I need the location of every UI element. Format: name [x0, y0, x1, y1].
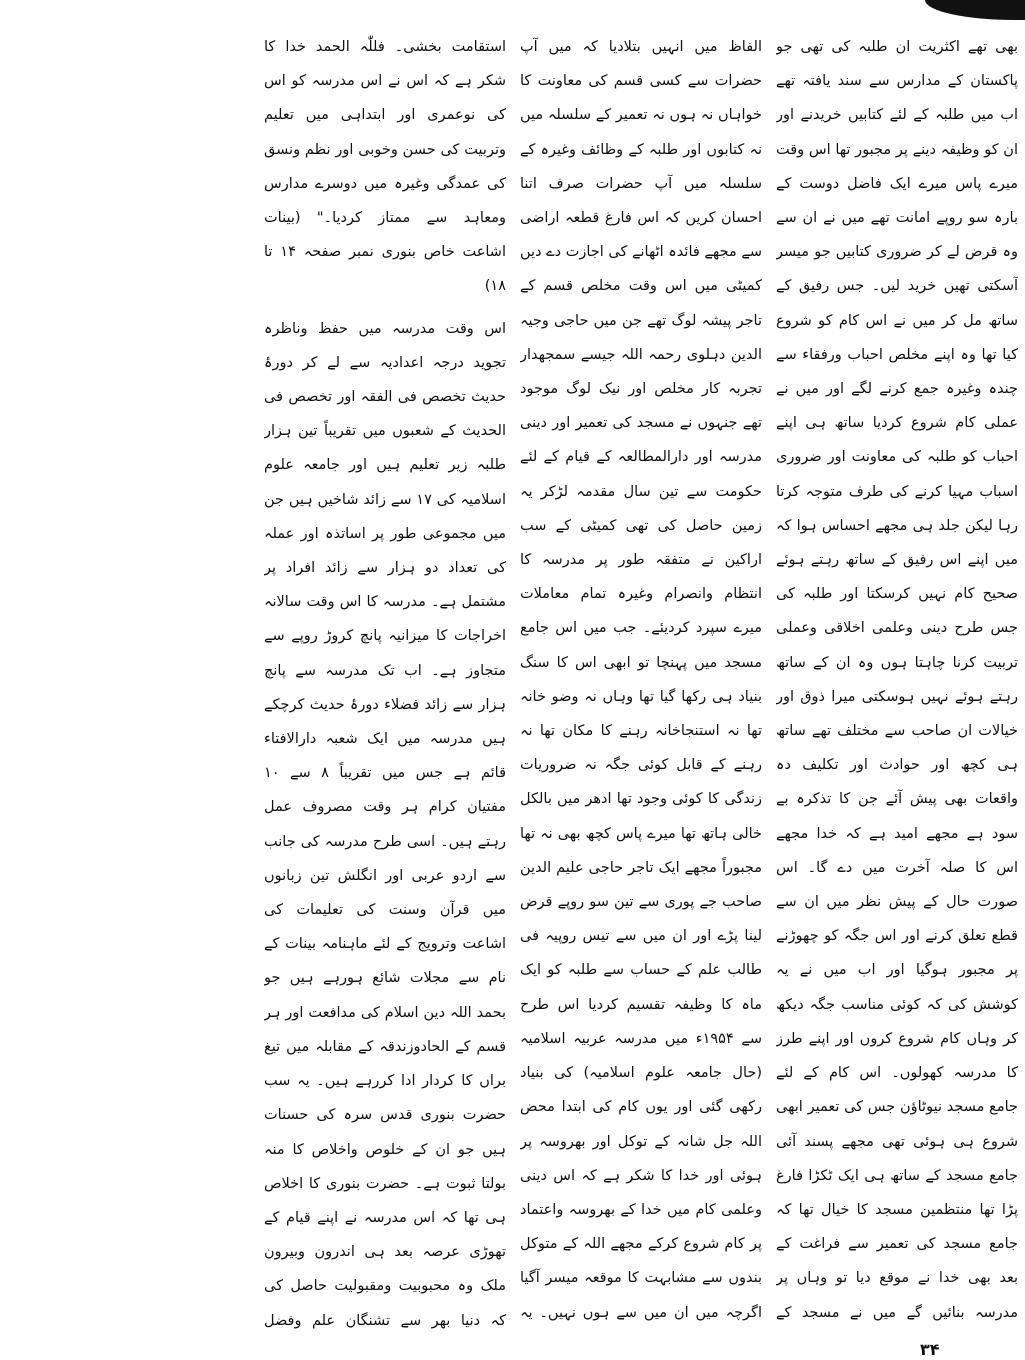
column-middle — [520, 30, 762, 1340]
text-columns — [8, 30, 1018, 1340]
paragraph: الفاظ میں انہیں بتلادیا کہ میں آپ حضرات سے کسی قسم کی معاونت کا خواہاں نہ ہوں نہ تعمیر کے سلسلہ میں نہ کتابوں اور طلبہ کے وظائف وغیرہ کے سلسلہ میں آپ حضرات صرف اتنا احسان کریں کہ اس فارغ قطعہ اراضی سے مجھے فائدہ اٹھانے کی اجازت دے دیں کمیٹی میں اس وقت مخلص قسم کے تاجر پیشہ لوگ تھے جن میں حاجی وجیہ الدین دہلوی رحمہ اللہ جیسے سمجھدار تجربہ کار مخلص اور نیک لوگ موجود تھے جنہوں نے مسجد کی تعمیر اور دینی مدرسہ اور دارالمطالعہ کے قیام کے لئے حکومت سے تین سال مقدمہ لڑکر یہ زمین حاصل کی تھی کمیٹی کے سب اراکین نے متفقہ طور پر مدرسہ کا انتظام وانصرام وغیرہ تمام معاملات میرے سپرد کردیئے۔ جب میں اس جامع مسجد میں پہنچا تو ابھی اس کا سنگ بنیاد ہی رکھا گیا تھا وہاں نہ وضو خانہ تھا نہ استنجاخانہ رہنے کا مکان تھا نہ رہنے کے قابل کوئی جگہ نہ ضروریات زندگی کا کوئی وجود تھا ادھر میں بالکل خالی ہاتھ تھا میرے پاس کچھ بھی نہ تھا مجبوراً مجھے ایک تاجر حاجی علیم الدین صاحب جے پوری سے تین سو روپے قرض لینا پڑے اور ان میں سے تیس روپیہ فی طالب علم کے حساب سے طلبہ کو ایک ماہ کا وظیفہ تقسیم کردیا اس طرح سے ۱۹۵۴ء میں مدرسہ عربیہ اسلامیہ (حال جامعہ علوم اسلامیہ) کی بنیاد رکھی گئی اور یوں کام کی ابتدا محض اللہ جل شانہ کے توکل اور بھروسہ پر ہوئی اور خدا کا شکر ہے کہ اس دینی وعلمی کام میں خدا کے بھروسہ واعتماد پر کام شروع کرکے مجھے اللہ کے متوکل بندوں سے مشابہت کا موقعہ میسر آگیا اگرچہ میں ان میں سے ہوں نہیں۔ یہ — [520, 39, 762, 1321]
column-right — [776, 30, 1018, 1340]
page-number: ۳۴ — [920, 1340, 940, 1359]
paragraph: بھی تھے اکثریت ان طلبہ کی تھی جو پاکستان کے مدارس سے سند یافتہ تھے اب میں طلبہ کے لئے کتابیں خریدنے اور ان کو وظیفہ دینے پر مجبور تھا اس وقت میرے پاس میرے ایک فاضل دوست کے بارہ سو روپے امانت تھے میں نے ان سے وہ قرض لے کر ضروری کتابیں جو میسر آسکتی تھیں خرید لیں۔ جس رفیق کے ساتھ مل کر میں نے اس کام کو شروع کیا تھا وہ اپنے مخلص احباب ورفقاء سے چندہ وغیرہ جمع کرنے لگے اور میں نے عملی کام شروع کردیا ساتھ ہی اپنے احباب کو طلبہ کی معاونت اور ضروری اسباب مہیا کرنے کی طرف متوجہ کرتا رہا لیکن جلد ہی مجھے احساس ہوا کہ میں اپنے اس رفیق کے ساتھ رہتے ہوئے صحیح کام نہیں کرسکتا اور طلبہ کی جس طرح دینی وعلمی اخلاقی وعملی تربیت کرنا چاہتا ہوں وہ ان کے ساتھ رہتے ہوئے نہیں ہوسکتی میرا ذوق اور خیالات ان صاحب سے مختلف تھے ساتھ ہی کچھ اور حوادث اور تکلیف دہ واقعات بھی پیش آئے جن کا تذکرہ بے سود ہے مجھے امید ہے کہ خدا مجھے اس کا صلہ آخرت میں دے گا۔ اس صورت حال کے پیش نظر میں ان سے قطع تعلق کرنے اور اس جگہ کو چھوڑنے پر مجبور ہوگیا اور اب میں نے یہ کوشش کی کہ کوئی مناسب جگہ دیکھ کر وہاں کام شروع کروں اور اپنے طرز کا مدرسہ کھولوں۔ اس کام کے لئے جامع مسجد نیوٹاؤن جس کی تعمیر ابھی شروع ہی ہوئی تھی مجھے پسند آئی جامع مسجد کے ساتھ ہی ایک ٹکڑا فارغ پڑا تھا منتظمین مسجد کا خیال تھا کہ جامع مسجد کی تعمیر سے فراغت کے بعد بھی خدا نے موقع دیا تو وہاں پر مدرسہ بنائیں گے میں نے مسجد کے — [776, 39, 1018, 1321]
paragraph: استقامت بخشی۔ فللّٰہ الحمد خدا کا شکر ہے کہ اس نے اس مدرسہ کو اس کی نوعمری اور ابتداہی میں تعلیم وتربیت کی حسن وخوبی اور نظم ونسق کی عمدگی وغیرہ میں دوسرے مدارس ومعاہد سے ممتاز کردیا۔" (بینات اشاعت خاص بنوری نمبر صفحہ ۱۴ تا ۱۸) — [264, 39, 506, 295]
paragraph: اس وقت مدرسہ میں حفظ وناظرہ تجوید درجہ اعدادیہ سے لے کر دورۂ حدیث تخصص فی الفقہ اور تخصص فی الحدیث کے شعبوں میں تقریباً تین ہزار طلبہ زیر تعلیم ہیں اور جامعہ علوم اسلامیہ کی ۱۷ سے زائد شاخیں ہیں جن میں مجموعی طور پر اساتذہ اور عملہ کی تعداد دو ہزار سے زائد افراد پر مشتمل ہے۔ مدرسہ کا اس وقت سالانہ اخراجات کا میزانیہ پانچ کروڑ روپے سے متجاوز ہے۔ اب تک مدرسہ سے پانچ ہزار سے زائد فضلاء دورۂ حدیث کرچکے ہیں مدرسہ میں ایک شعبہ دارالافتاء قائم ہے جس میں تقریباً ۸ سے ۱۰ مفتیان کرام ہر وقت مصروف عمل رہتے ہیں۔ اسی طرح مدرسہ کی جانب سے اردو عربی اور انگلش تین زبانوں میں قرآن وسنت کی تعلیمات کی اشاعت وترویج کے لئے ماہنامہ بینات کے نام سے مجلات شائع ہورہے ہیں جو بحمد اللہ دین اسلام کی مدافعت اور ہر قسم کے الحادوزندقہ کے مقابلہ میں تیغ براں کا کردار ادا کررہے ہیں۔ یہ سب حضرت بنوری قدس سرہ کی حسنات ہیں جو ان کے خلوص واخلاص کا منہ بولتا ثبوت ہے۔ حضرت بنوری کا اخلاص ہی تھا کہ اس مدرسہ نے اپنے قیام کے تھوڑی عرصہ بعد ہی اندرون وبیرون ملک وہ محبوبیت ومقبولیت حاصل کی کہ دنیا بھر سے تشنگان علم وفضل — [264, 320, 506, 1329]
column-left — [264, 30, 506, 1340]
corner-ink-mark — [925, 0, 1025, 20]
